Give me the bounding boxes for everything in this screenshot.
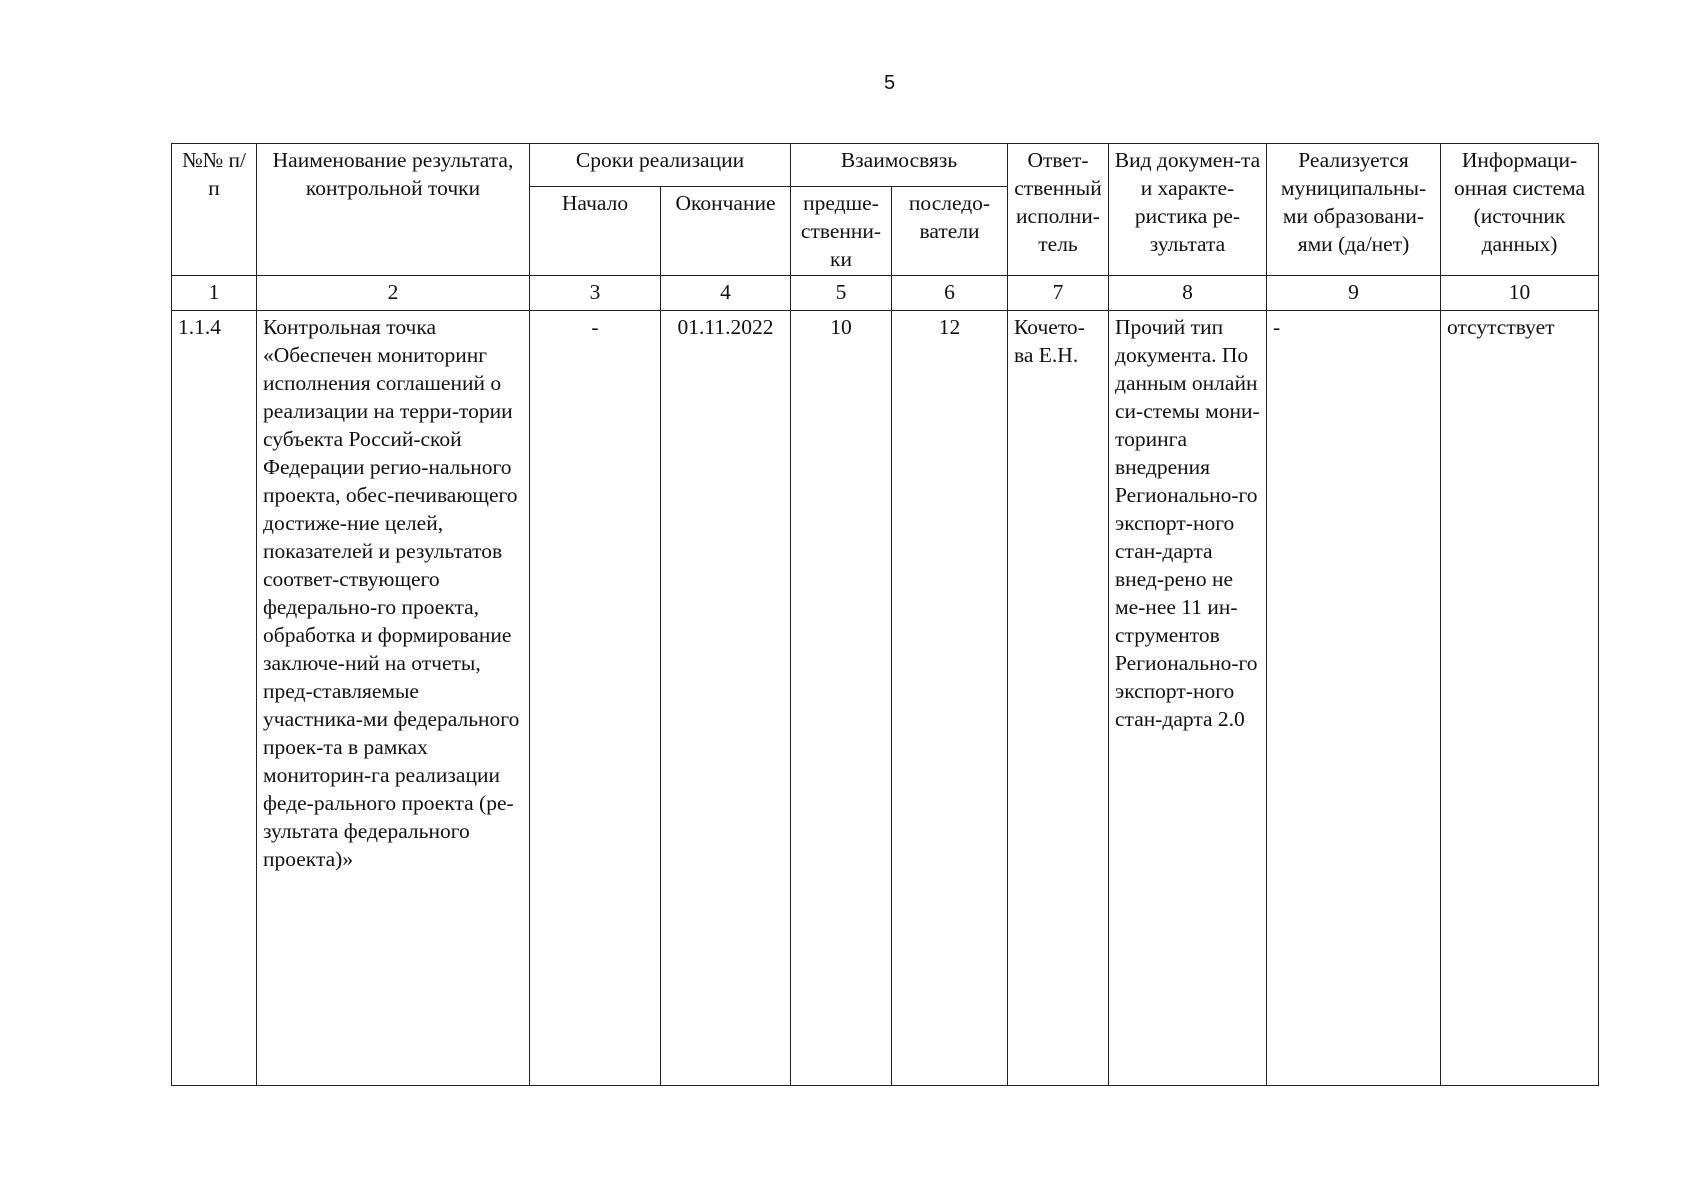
header-start: Начало — [530, 187, 661, 276]
row-end: 01.11.2022 — [661, 311, 791, 1086]
row-responsible: Кочето-ва Е.Н. — [1008, 311, 1109, 1086]
column-number: 9 — [1267, 276, 1441, 311]
row-name: Контрольная точка «Обеспечен мониторинг исполнения соглашений о реализации на терри-тории субъекта Россий-ской Федерации регио-нального проекта, обес-печивающего достиже-ние целей, показателей и результатов соответ-ствующего федерально-го проекта, обработка и формирование заключе-ний на отчеты, пред-ставляемые участника-ми федерального проек-та в рамках мониторин-га реализации феде-рального проекта (ре-зультата федерального проекта)» — [257, 311, 530, 1086]
table-row — [172, 311, 1599, 1086]
row-successors: 12 — [892, 311, 1008, 1086]
row-info-system: отсутствует — [1441, 311, 1599, 1086]
column-numbers-row — [172, 276, 1599, 311]
plan-table — [171, 143, 1599, 1086]
header-municipal: Реализуется муниципальны-ми образовани-ями (да/нет) — [1267, 144, 1441, 276]
header-num: №№ п/п — [172, 144, 257, 276]
header-info-system: Информаци-онная система (источник данных) — [1441, 144, 1599, 276]
header-end: Окончание — [661, 187, 791, 276]
column-number: 6 — [892, 276, 1008, 311]
header-successors: последо-ватели — [892, 187, 1008, 276]
header-predecessors: предше-ственни-ки — [791, 187, 892, 276]
row-doc-type: Прочий тип документа. По данным онлайн си-стемы мони-торинга внедрения Регионально-го экспорт-ного стан-дарта внед-рено не ме-нее 11 ин-струментов Регионально-го экспорт-ного стан-дарта 2.0 — [1109, 311, 1267, 1086]
header-responsible: Ответ-ственный исполни-тель — [1008, 144, 1109, 276]
column-number: 3 — [530, 276, 661, 311]
column-number: 10 — [1441, 276, 1599, 311]
header-name: Наименование результата, контрольной точки — [257, 144, 530, 276]
column-number: 2 — [257, 276, 530, 311]
row-start: - — [530, 311, 661, 1086]
row-municipal: - — [1267, 311, 1441, 1086]
column-number: 5 — [791, 276, 892, 311]
column-number: 4 — [661, 276, 791, 311]
column-number: 7 — [1008, 276, 1109, 311]
header-doc-type: Вид докумен-та и характе-ристика ре-зультата — [1109, 144, 1267, 276]
header-relation: Взаимосвязь — [791, 144, 1008, 187]
column-number: 1 — [172, 276, 257, 311]
column-number: 8 — [1109, 276, 1267, 311]
row-predecessors: 10 — [791, 311, 892, 1086]
page-number: 5 — [883, 72, 896, 94]
row-num: 1.1.4 — [172, 311, 257, 1086]
header-terms: Сроки реализации — [530, 144, 791, 187]
